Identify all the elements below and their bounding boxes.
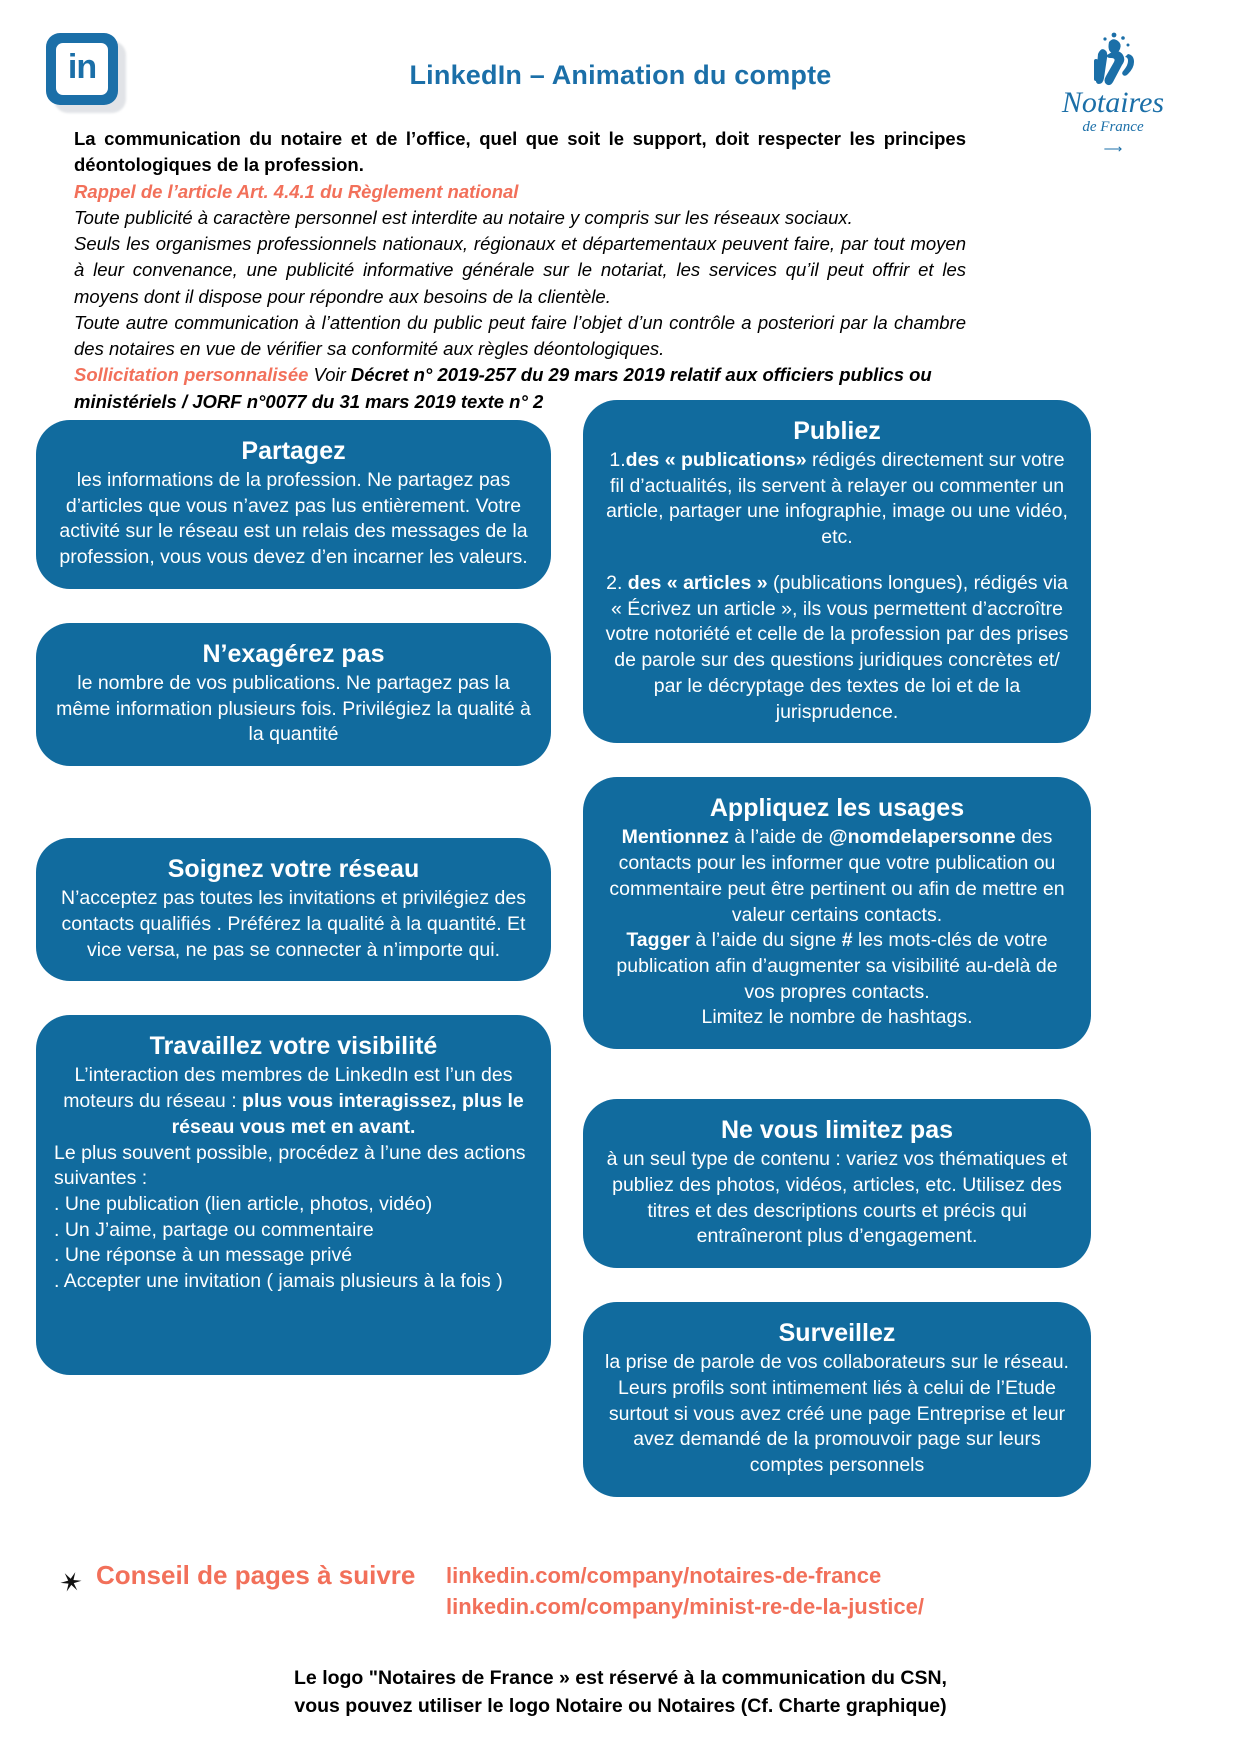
spacer	[36, 788, 551, 838]
right-column	[583, 400, 1091, 1519]
sollicitation-voir: Voir	[308, 364, 351, 386]
card-travaillez-title: Travaillez votre visibilité	[149, 1032, 438, 1061]
card-surveillez-body: la prise de parole de vos collaborateurs sur le réseau. Leurs profils sont intimement liés à celui de l’Etude surtout si vous avez créé une page Entreprise et leur avez demandé de la promouvoir page sur leurs comptes personnels	[605, 1351, 1069, 1477]
card-nexagerez	[36, 623, 551, 766]
appliquez-tagger-rest: les mots-clés de votre publication afin d’augmenter sa visibilité au-delà de vos propres contacts.	[616, 929, 1058, 1003]
card-appliquez	[583, 777, 1091, 1049]
publiez-item2-number: 2.	[606, 571, 628, 594]
card-publiez-title: Publiez	[793, 417, 881, 445]
card-publiez-item-1	[601, 448, 1073, 551]
suggested-pages-links	[446, 1560, 924, 1622]
spacer	[36, 1003, 551, 1015]
spacer	[583, 1290, 1091, 1302]
card-travaillez-bullet-1: . Un J’aime, partage ou commentaire	[54, 1218, 374, 1241]
publiez-item1-number: 1.	[609, 449, 626, 471]
sollicitation-reference: Décret n° 2019-257 du 29 mars 2019 relatif aux officiers publics ou ministériels / JORF n°0077 du 31 mars 2019 texte n° 2	[74, 364, 932, 412]
notaires-emblem-icon	[1033, 28, 1193, 86]
card-travaillez-bullet-3: . Accepter une invitation ( jamais plusieurs à la fois )	[54, 1270, 503, 1293]
card-travaillez-body-1	[54, 1063, 533, 1140]
card-partagez	[36, 420, 551, 589]
legal-notice	[0, 1664, 1241, 1721]
intro-paragraph-3: Toute autre communication à l’attention du public peut faire l’objet d’un contrôle a posteriori par la chambre des notaires en vue de vérifier sa conformité aux règles déontologiques.	[74, 311, 966, 360]
left-column	[36, 420, 551, 1397]
card-soignez	[36, 838, 551, 981]
card-publiez-item-2	[601, 571, 1073, 725]
card-soignez-title: Soignez votre réseau	[167, 855, 420, 884]
publiez-item2-rest: (publications longues), rédigés via « Écrivez un article », ils vous permettent d’accroître votre notoriété et celle de la profession par des prises de parole sur des questions juridiques concrètes et/ par le décryptage des textes de loi et de la jurisprudence.	[605, 571, 1069, 723]
card-appliquez-title: Appliquez les usages	[709, 794, 965, 823]
spacer	[601, 551, 1073, 571]
link-notaires-de-france[interactable]: linkedin.com/company/notaires-de-france	[446, 1563, 882, 1588]
card-appliquez-tagger	[601, 928, 1073, 1005]
notaires-underline-icon: ⟶	[1103, 141, 1123, 156]
card-appliquez-mentionnez	[601, 825, 1073, 928]
conseil-row	[0, 1560, 1241, 1646]
appliquez-tagger-mid: à l’aide du signe	[689, 929, 842, 952]
card-travaillez-bullet-0: . Une publication (lien article, photos, vidéo)	[54, 1193, 433, 1216]
card-nexagerez-title: N’exagérez pas	[202, 639, 385, 668]
card-nelimitez	[583, 1099, 1091, 1268]
travaillez-text-bold: plus vous interagissez, plus le réseau vous met en avant.	[171, 1090, 524, 1138]
intro-lead: La communication du notaire et de l’office, quel que soit le support, doit respecter les principes déontologiques de la profession.	[74, 128, 966, 176]
intro-paragraph-2: Seuls les organismes professionnels nationaux, régionaux et départementaux peuvent faire, par tout moyen à leur convenance, une publicité informative générale sur le notariat, les services qu’il peut offrir et les moyens dont il dispose pour répondre aux besoins de la clientèle.	[74, 233, 966, 307]
card-partagez-body: les informations de la profession. Ne partagez pas d’articles que vous n’avez pas lus entièrement. Votre activité sur le réseau est un relais des messages de la profession, vous vous devez d’en incarner les valeurs.	[59, 469, 528, 569]
notaires-wordmark: Notaires	[1061, 86, 1165, 119]
notaires-subtitle: de France	[1082, 119, 1144, 135]
push-pin-icon: ✶	[53, 1563, 88, 1602]
card-surveillez-title: Surveillez	[778, 1319, 896, 1348]
card-travaillez-bullet-2: . Une réponse à un message privé	[54, 1244, 353, 1267]
card-appliquez-limitez: Limitez le nombre de hashtags.	[701, 1006, 973, 1029]
page-title: LinkedIn – Animation du compte	[409, 60, 832, 90]
appliquez-mentionnez-bold: Mentionnez	[621, 826, 729, 849]
publiez-item1-bold: des « publications»	[625, 449, 807, 471]
publiez-item1-rest: rédigés directement sur votre fil d’actualités, ils servent à relayer ou commenter un article, partager une infographie, image ou une vidéo, etc.	[606, 449, 1068, 549]
appliquez-mentionnez-mid: à l’aide de	[728, 826, 829, 849]
card-travaillez	[36, 1015, 551, 1375]
spacer	[583, 1071, 1091, 1099]
card-surveillez	[583, 1302, 1091, 1497]
publiez-item2-bold: des « articles »	[627, 571, 768, 594]
appliquez-tagger-bold: Tagger	[626, 929, 690, 952]
legal-line-2: vous pouvez utiliser le logo Notaire ou Notaires (Cf. Charte graphique)	[294, 1695, 947, 1718]
link-ministere-de-la-justice[interactable]: linkedin.com/company/minist-re-de-la-justice/	[446, 1594, 924, 1620]
appliquez-mentionnez-rest: des contacts pour les informer que votre publication ou commentaire peut être pertinent ou afin de mettre en valeur certains contacts.	[609, 826, 1065, 926]
card-publiez	[583, 400, 1091, 743]
page-footer	[0, 1560, 1241, 1721]
intro-text-block	[74, 126, 1094, 415]
intro-paragraph-1: Toute publicité à caractère personnel est interdite au notaire y compris sur les réseaux sociaux.	[74, 206, 853, 228]
travaillez-text-a: L’interaction des membres de LinkedIn est l’un des moteurs du réseau :	[63, 1064, 513, 1113]
card-nelimitez-title: Ne vous limitez pas	[720, 1116, 954, 1145]
spacer	[583, 765, 1091, 777]
card-partagez-title: Partagez	[241, 437, 346, 465]
intro-article-reminder: Rappel de l’article Art. 4.4.1 du Règlement national	[74, 180, 519, 202]
card-soignez-body: N’acceptez pas toutes les invitations et privilégiez des contacts qualifiés . Préférez la qualité à la quantité. Et vice versa, ne pas se connecter à n’importe qui.	[61, 887, 526, 961]
spacer	[36, 611, 551, 623]
conseil-label: Conseil de pages à suivre	[96, 1560, 416, 1590]
card-nelimitez-body: à un seul type de contenu : variez vos thématiques et publiez des photos, vidéos, articles, etc. Utilisez des titres et des descriptions courts et précis qui entraîneront plus d’engagement.	[606, 1148, 1068, 1248]
appliquez-handle: @nomdelapersonne	[828, 826, 1016, 849]
card-travaillez-body-2: Le plus souvent possible, procédez à l’une des actions suivantes :	[54, 1141, 526, 1190]
card-nexagerez-body: le nombre de vos publications. Ne partagez pas la même information plusieurs fois. Privilégiez la qualité à la quantité	[56, 671, 531, 746]
sollicitation-label: Sollicitation personnalisée	[74, 364, 309, 386]
linkedin-in-glyph: in	[67, 48, 97, 86]
appliquez-hash-symbol: #	[841, 929, 853, 952]
legal-line-1: Le logo "Notaires de France » est réservé à la communication du CSN,	[294, 1667, 947, 1689]
